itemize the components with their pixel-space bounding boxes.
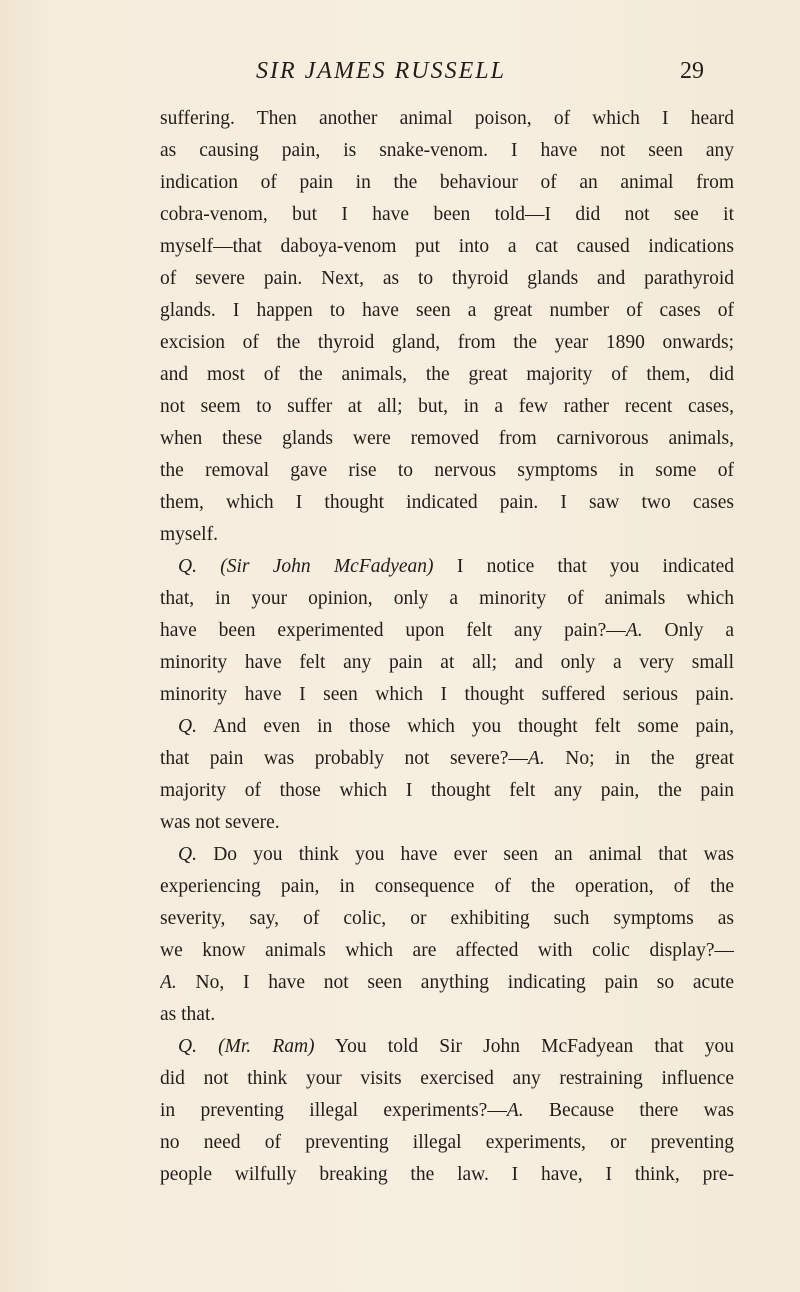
- line-text: and most of the animals, the great majority of them, did: [160, 364, 734, 385]
- line-text: no need of preventing illegal experiments, or preventing: [160, 1132, 734, 1153]
- answer-marker: A.: [625, 620, 643, 641]
- page-number: 29: [680, 58, 704, 84]
- line-text: severity, say, of colic, or exhibiting such symptoms as: [160, 908, 734, 929]
- text-line: [160, 583, 734, 615]
- text-line: [160, 1127, 734, 1159]
- line-text: excision of the thyroid gland, from the year 1890 onwards;: [160, 332, 734, 353]
- text-line: [160, 327, 734, 359]
- line-text: You told Sir John McFadyean that you: [335, 1036, 734, 1057]
- line-text: Do you think you have ever seen an animal that was: [213, 844, 734, 865]
- line-text: in preventing illegal experiments?—: [160, 1100, 507, 1121]
- line-text: the removal gave rise to nervous symptoms in some of: [160, 460, 734, 481]
- speaker-name: (Sir John McFadyean): [220, 556, 434, 577]
- text-line: [160, 231, 734, 263]
- text-line: [160, 615, 734, 647]
- text-line: [160, 871, 734, 903]
- speaker-name: (Mr. Ram): [218, 1036, 315, 1057]
- running-head: SIR JAMES RUSSELL: [256, 58, 506, 84]
- line-text: not seem to suffer at all; but, in a few rather recent cases,: [160, 396, 734, 417]
- line-text: as causing pain, is snake-venom. I have not seen any: [160, 140, 734, 161]
- line-text: them, which I thought indicated pain. I saw two cases: [160, 492, 734, 513]
- text-line: [160, 391, 734, 423]
- text-line: [160, 1063, 734, 1095]
- text-line: [160, 519, 734, 551]
- line-text: indication of pain in the behaviour of an animal from: [160, 172, 734, 193]
- text-line: [160, 263, 734, 295]
- question-marker: Q.: [178, 844, 197, 865]
- answer-marker: A.: [506, 1100, 524, 1121]
- line-text: No, I have not seen anything indicating pain so acute: [195, 972, 734, 993]
- body-text: [160, 103, 734, 1191]
- line-text: majority of those which I thought felt any pain, the pain: [160, 780, 734, 801]
- answer-line: [160, 967, 734, 999]
- line-text: that, in your opinion, only a minority of animals which: [160, 588, 734, 609]
- text-line: [160, 1159, 734, 1191]
- line-text: Only a: [664, 620, 734, 641]
- line-text: minority have I seen which I thought suffered serious pain.: [160, 684, 734, 705]
- text-line: [160, 167, 734, 199]
- page-header: [0, 58, 800, 92]
- question-line: [160, 711, 734, 743]
- line-text: Because there was: [549, 1100, 734, 1121]
- text-line: [160, 807, 734, 839]
- line-text: cobra-venom, but I have been told—I did not see it: [160, 204, 734, 225]
- line-text: of severe pain. Next, as to thyroid glands and parathyroid: [160, 268, 734, 289]
- text-line: [160, 775, 734, 807]
- line-text: suffering. Then another animal poison, of which I heard: [160, 108, 734, 129]
- question-marker: Q.: [178, 716, 197, 737]
- line-text: did not think your visits exercised any restraining influence: [160, 1068, 734, 1089]
- question-line: [160, 1031, 734, 1063]
- text-line: [160, 103, 734, 135]
- line-text: people wilfully breaking the law. I have, I think, pre-: [160, 1164, 734, 1185]
- line-text: was not severe.: [160, 812, 280, 833]
- line-text: minority have felt any pain at all; and only a very small: [160, 652, 734, 673]
- question-line: [160, 839, 734, 871]
- answer-marker: A.: [160, 972, 177, 993]
- line-text: glands. I happen to have seen a great number of cases of: [160, 300, 734, 321]
- question-marker: Q.: [178, 556, 197, 577]
- text-line: [160, 455, 734, 487]
- text-line: [160, 295, 734, 327]
- text-line: [160, 903, 734, 935]
- line-text: myself—that daboya-venom put into a cat caused indications: [160, 236, 734, 257]
- line-text: when these glands were removed from carnivorous animals,: [160, 428, 734, 449]
- answer-marker: A.: [527, 748, 545, 769]
- line-text: we know animals which are affected with colic display?—: [160, 940, 734, 961]
- text-line: [160, 423, 734, 455]
- question-line: [160, 551, 734, 583]
- text-line: [160, 647, 734, 679]
- text-line: [160, 359, 734, 391]
- line-text: as that.: [160, 1004, 216, 1025]
- text-line: [160, 199, 734, 231]
- question-marker: Q.: [178, 1036, 197, 1057]
- line-text: have been experimented upon felt any pain?—: [160, 620, 626, 641]
- text-line: [160, 135, 734, 167]
- text-line: [160, 935, 734, 967]
- line-text: that pain was probably not severe?—: [160, 748, 528, 769]
- text-line: [160, 999, 734, 1031]
- line-text: No; in the great: [565, 748, 734, 769]
- text-line: [160, 679, 734, 711]
- line-text: And even in those which you thought felt some pain,: [212, 716, 734, 737]
- text-line: [160, 487, 734, 519]
- text-line: [160, 1095, 734, 1127]
- line-text: myself.: [160, 524, 218, 545]
- line-text: experiencing pain, in consequence of the operation, of the: [160, 876, 734, 897]
- text-line: [160, 743, 734, 775]
- line-text: I notice that you indicated: [456, 556, 734, 577]
